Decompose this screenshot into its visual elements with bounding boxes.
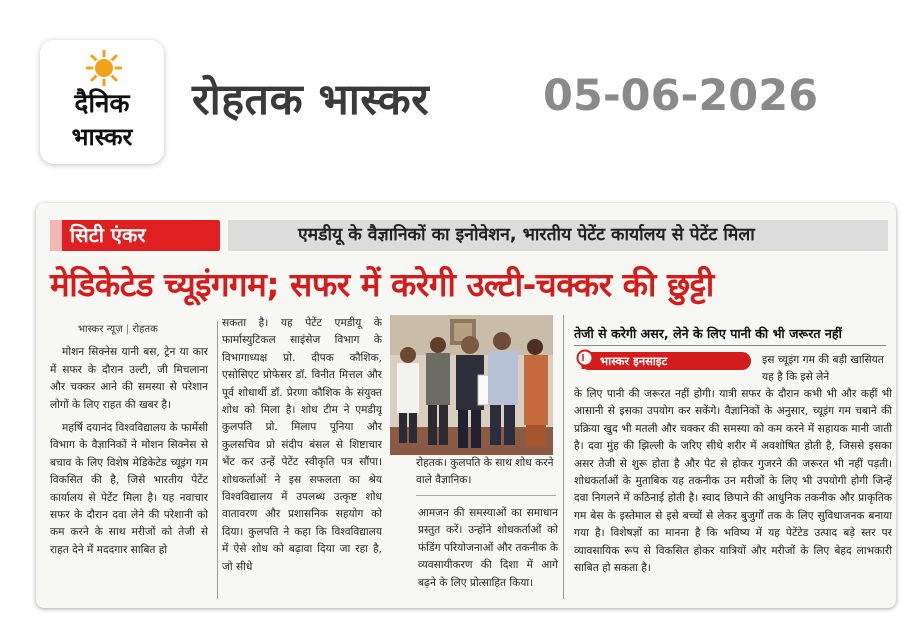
caption-divider [416, 495, 556, 496]
logo-text-dainik: दैनिक [74, 89, 130, 119]
sun-icon [86, 50, 122, 86]
dainik-bhaskar-logo [40, 40, 164, 164]
edition-title: रोहतक भास्कर [192, 75, 430, 125]
article-column-2: सकता है। यह पेटेंट एमडीयू के फार्मास्युटिकल साइंसेज विभाग के विभागाध्यक्ष प्रो. दीपक कौशिक, एसोसिएट प्रोफेसर डॉ. विनीत मित्तल और पूर्व शोधार्थी डॉ. प्रेरणा कौशिक के संयुक्त शोध को मिला है। शोध टीम ने एमडीयू कुलपति प्रो. मिलाप पूनिया और कुलसचिव प्रो संदीप बंसल से शिष्टाचार भेंट कर उन्हें पेटेंट स्वीकृति पत्र सौंपा। शोधकर्ताओं ने इस सफलता का श्रेय विश्वविद्यालय में उपलब्ध उत्कृष्ट शोध वातावरण और प्रशासनिक सहयोग को दिया। कुलपति ने कहा कि विश्वविद्यालय में ऐसे शोध को बढ़ावा दिया जा रहा है, जो सीधे [222, 317, 382, 573]
headline: मेडिकेटेड च्यूइंगगम; सफर में करेगी उल्टी-चक्कर की छुट्टी [50, 265, 714, 304]
insight-heading: तेजी से करेगी असर, लेने के लिए पानी की भी जरूरत नहीं [574, 326, 842, 341]
insight-lead-text: इस च्यूइंग गम की बड़ी खासियत यह है कि इसे लेने [762, 354, 884, 384]
byline-separator: | [125, 324, 133, 335]
strap-line: एमडीयू के वैज्ञानिकों का इनोवेशन, भारतीय पेटेंट कार्यालय से पेटेंट मिला [228, 220, 888, 251]
photo-caption: रोहतक। कुलपति के साथ शोध करने वाले वैज्ञानिक। [416, 457, 554, 487]
group-photo-image [390, 315, 553, 455]
paragraph-intro: मोशन सिक्नेस यानी बस, ट्रेन या कार में सफर के दौरान उल्टी, जी मिचलाना और चक्कर आने की समस्या से परेशान लोगों के लिए राहत की खबर है। [50, 346, 208, 411]
logo-text-bhaskar: भास्कर [71, 123, 133, 151]
news-clipping [36, 203, 896, 608]
byline-source: भास्कर न्यूज़ [78, 324, 123, 335]
edition-date: 05-06-2026 [543, 71, 819, 121]
section-badge: सिटी एंकर [50, 220, 220, 251]
article-column-3: आमजन की समस्याओं का समाधान प्रस्तुत करें। उन्होंने शोधकर्ताओं को फंडिंग परियोजनाओं और तकनीक के व्यवसायीकरण की दिशा में आगे बढ़ने के लिए प्रोत्साहित किया। [418, 507, 558, 589]
insight-rule [574, 345, 886, 346]
insight-badge: भास्कर इनसाइट [580, 352, 751, 370]
article-column-1 [50, 321, 208, 599]
insight-body-text: के लिए पानी की जरूरत नहीं होगी। यात्री सफर के दौरान कभी भी और कहीं भी आसानी से इसका उपयोग कर सकेंगे। वैज्ञानिकों के अनुसार, च्यूइंग गम चबाने की प्रक्रिया खुद भी मतली और चक्कर की समस्या को कम करने में सहायक मानी जाती है। दवा मुंह की झिल्ली के जरिए सीधे शरीर में अवशोषित होती है, जिससे इसका असर तेजी से शुरू होता है और पेट से होकर गुजरने की जरूरत भी नहीं पड़ती। शोधकर्ताओं के मुताबिक यह तकनीक उन मरीजों के लिए भी उपयोगी होगी जिन्हें दवा निगलने में कठिनाई होती है। स्वाद छिपाने की आधुनिक तकनीक और प्राकृतिक गम बेस के इस्तेमाल से इसे बच्चों से लेकर बुजुर्गों तक के लिए सुविधाजनक बनाया गया है। विशेषज्ञों का मानना है कि भविष्य में यह पेटेंटेड उत्पाद बड़े स्तर पर व्यावसायिक रूप से विकसित होकर यात्रियों और मरीजों के लिए बेहद लाभकारी साबित हो सकता है। [574, 388, 892, 575]
article-photo [390, 315, 553, 455]
bulb-icon [574, 348, 596, 372]
byline [50, 321, 208, 338]
byline-place: रोहतक [132, 324, 158, 335]
paragraph-main: महर्षि दयानंद विश्वविद्यालय के फार्मेसी विभाग के वैज्ञानिकों ने मोशन सिक्नेस से बचाव के लिए विशेष मेडिकेटेड च्यूइंग गम विकसित की है, जिसे भारतीय पेटेंट कार्यालय से पेटेंट मिला है। यह नवाचार सफर के दौरान दवा लेने की परेशानी को कम करने के साथ मरीजों को तेजी से राहत देने में मददगार साबित हो [50, 422, 208, 556]
column-divider [217, 321, 218, 599]
column-divider [563, 315, 564, 599]
